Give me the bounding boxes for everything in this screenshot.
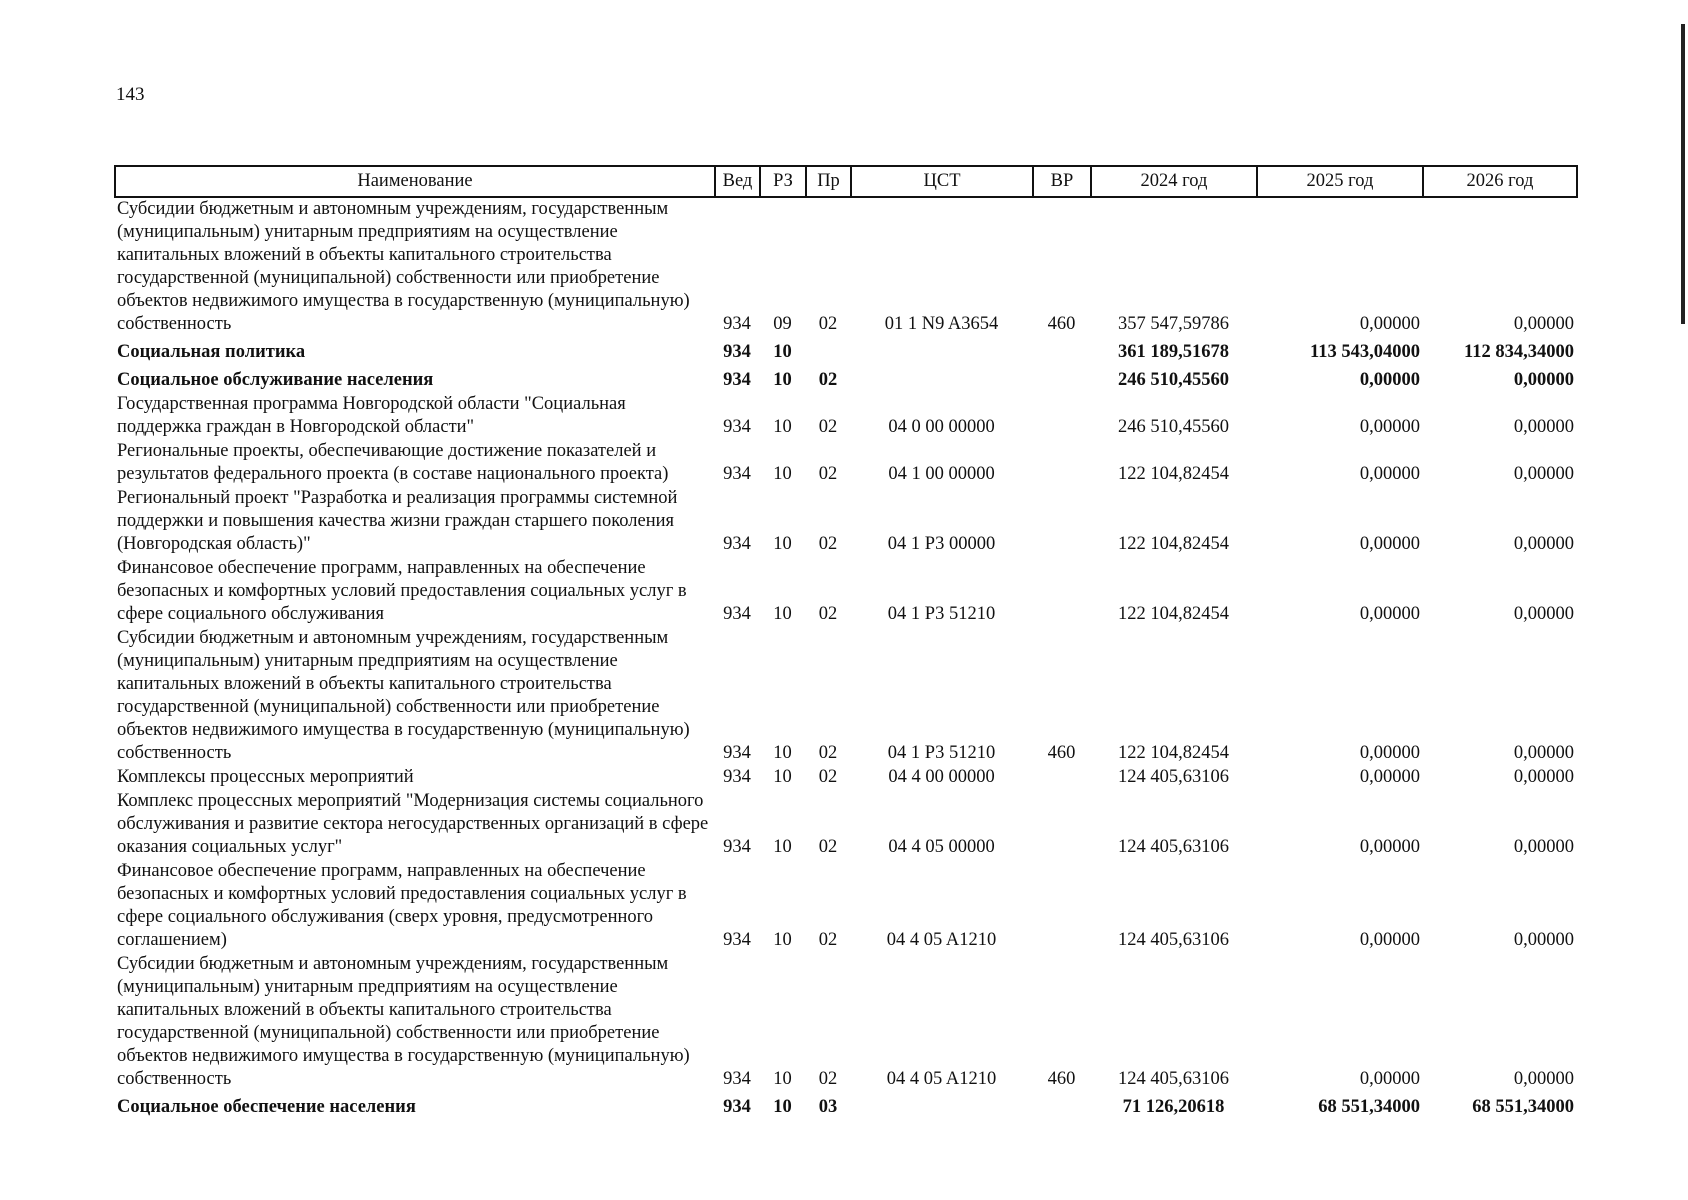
table-row bbox=[115, 790, 1577, 860]
cell-name: Региональный проект "Разработка и реализация программы системной поддержки и повышения качества жизни граждан старшего поколения (Новгородская область)" bbox=[117, 488, 678, 554]
cell-vr bbox=[1033, 766, 1091, 790]
cell-2024: 122 104,82454 bbox=[1118, 604, 1229, 624]
table-row bbox=[115, 766, 1577, 790]
table-row bbox=[115, 487, 1577, 557]
cell-rz: 10 bbox=[773, 767, 792, 787]
cell-2024: 124 405,63106 bbox=[1118, 1069, 1229, 1089]
cell-pr: 02 bbox=[818, 743, 838, 763]
table-row bbox=[115, 557, 1577, 627]
col-header-vr: ВР bbox=[1033, 166, 1091, 197]
cell-2025: 0,00000 bbox=[1359, 767, 1420, 787]
cell-2025: 0,00000 bbox=[1359, 837, 1420, 857]
cell-name: Финансовое обеспечение программ, направленных на обеспечение безопасных и комфортных условий предоставления социальных услуг в сфере социального обслуживания bbox=[117, 558, 687, 624]
cell-2025: 0,00000 bbox=[1359, 370, 1420, 390]
cell-ved: 934 bbox=[723, 767, 751, 787]
table-row bbox=[115, 365, 1577, 393]
cell-vr bbox=[1033, 365, 1091, 393]
cell-cst bbox=[851, 365, 1033, 393]
cell-pr: 02 bbox=[818, 604, 838, 624]
table-body bbox=[115, 197, 1577, 1120]
cell-2026: 0,00000 bbox=[1513, 417, 1574, 437]
cell-2025: 0,00000 bbox=[1359, 1069, 1420, 1089]
cell-name: Региональные проекты, обеспечивающие достижение показателей и результатов федерального проекта (в составе национального проекта) bbox=[117, 441, 669, 484]
table-row bbox=[115, 953, 1577, 1092]
col-header-ved: Вед bbox=[715, 166, 760, 197]
page-number: 143 bbox=[116, 84, 145, 105]
cell-ved: 934 bbox=[723, 464, 751, 484]
cell-name: Субсидии бюджетным и автономным учреждениям, государственным (муниципальным) унитарным предприятиям на осуществление капитальных вложений в объекты капитального строительства государственной (муниципальной) собственности или приобретение объектов недвижимого имущества в государственную (муниципальную) собственность bbox=[117, 628, 690, 763]
cell-pr: 02 bbox=[818, 930, 838, 950]
cell-2025: 0,00000 bbox=[1359, 930, 1420, 950]
cell-vr bbox=[1033, 337, 1091, 365]
cell-cst: 01 1 N9 A3654 bbox=[884, 314, 999, 334]
cell-2025: 0,00000 bbox=[1359, 464, 1420, 484]
table-row bbox=[115, 393, 1577, 440]
cell-2025: 0,00000 bbox=[1359, 417, 1420, 437]
cell-ved: 934 bbox=[723, 1069, 751, 1089]
cell-2026: 0,00000 bbox=[1513, 534, 1574, 554]
table-row bbox=[115, 440, 1577, 487]
cell-2024: 246 510,45560 bbox=[1118, 417, 1229, 437]
cell-cst bbox=[851, 1092, 1033, 1120]
cell-pr: 02 bbox=[818, 370, 838, 390]
col-header-2024: 2024 год bbox=[1091, 166, 1257, 197]
cell-vr bbox=[1033, 487, 1091, 557]
cell-2024: 71 126,20618 bbox=[1122, 1097, 1225, 1117]
cell-2025: 68 551,34000 bbox=[1318, 1097, 1420, 1117]
cell-pr: 02 bbox=[818, 417, 838, 437]
cell-name: Субсидии бюджетным и автономным учреждениям, государственным (муниципальным) унитарным предприятиям на осуществление капитальных вложений в объекты капитального строительства государственной (муниципальной) собственности или приобретение объектов недвижимого имущества в государственную (муниципальную) собственность bbox=[117, 954, 690, 1089]
table-row bbox=[115, 197, 1577, 337]
cell-2024: 122 104,82454 bbox=[1118, 743, 1229, 763]
cell-name: Комплекс процессных мероприятий "Модернизация системы социального обслуживания и развитие сектора негосударственных организаций в сфере оказания социальных услуг" bbox=[117, 791, 709, 857]
cell-rz: 10 bbox=[773, 604, 792, 624]
cell-name: Социальное обеспечение населения bbox=[117, 1097, 416, 1117]
cell-rz: 10 bbox=[773, 930, 792, 950]
cell-2025: 0,00000 bbox=[1359, 604, 1420, 624]
cell-pr: 02 bbox=[818, 534, 838, 554]
col-header-rz: РЗ bbox=[760, 166, 806, 197]
cell-cst: 04 1 P3 51210 bbox=[887, 743, 996, 763]
cell-2025: 0,00000 bbox=[1359, 314, 1420, 334]
cell-pr: 02 bbox=[818, 314, 838, 334]
cell-2026: 0,00000 bbox=[1513, 837, 1574, 857]
cell-2026: 0,00000 bbox=[1513, 464, 1574, 484]
cell-rz: 10 bbox=[773, 464, 792, 484]
cell-cst: 04 0 00 00000 bbox=[888, 417, 995, 437]
cell-2026: 0,00000 bbox=[1513, 930, 1574, 950]
cell-ved: 934 bbox=[723, 743, 751, 763]
cell-rz: 10 bbox=[773, 534, 792, 554]
cell-vr bbox=[1033, 1092, 1091, 1120]
cell-rz: 10 bbox=[773, 370, 792, 390]
cell-2026: 112 834,34000 bbox=[1464, 342, 1574, 362]
cell-cst bbox=[851, 337, 1033, 365]
table-row bbox=[115, 1092, 1577, 1120]
cell-ved: 934 bbox=[723, 534, 751, 554]
cell-name: Комплексы процессных мероприятий bbox=[117, 767, 414, 787]
cell-2024: 246 510,45560 bbox=[1118, 370, 1229, 390]
cell-2024: 361 189,51678 bbox=[1118, 342, 1229, 362]
cell-cst: 04 1 00 00000 bbox=[888, 464, 995, 484]
cell-vr bbox=[1033, 790, 1091, 860]
cell-rz: 10 bbox=[773, 1097, 792, 1117]
table-row bbox=[115, 860, 1577, 953]
cell-ved: 934 bbox=[723, 837, 751, 857]
cell-name: Государственная программа Новгородской области "Социальная поддержка граждан в Новгородской области" bbox=[117, 394, 626, 437]
cell-2026: 0,00000 bbox=[1513, 370, 1574, 390]
cell-2026: 68 551,34000 bbox=[1472, 1097, 1574, 1117]
cell-pr: 03 bbox=[818, 1097, 838, 1117]
cell-cst: 04 4 00 00000 bbox=[888, 767, 995, 787]
cell-vr bbox=[1033, 860, 1091, 953]
cell-2024: 124 405,63106 bbox=[1118, 767, 1229, 787]
col-header-cst: ЦСТ bbox=[851, 166, 1033, 197]
cell-vr: 460 bbox=[1047, 743, 1076, 763]
cell-pr: 02 bbox=[818, 1069, 838, 1089]
cell-rz: 10 bbox=[773, 417, 792, 437]
cell-name: Социальное обслуживание населения bbox=[117, 370, 434, 390]
cell-ved: 934 bbox=[723, 604, 751, 624]
cell-vr: 460 bbox=[1047, 1069, 1076, 1089]
cell-pr: 02 bbox=[818, 464, 838, 484]
col-header-2026: 2026 год bbox=[1423, 166, 1577, 197]
cell-pr: 02 bbox=[818, 767, 838, 787]
cell-2026: 0,00000 bbox=[1513, 604, 1574, 624]
col-header-pr: Пр bbox=[806, 166, 851, 197]
cell-2024: 122 104,82454 bbox=[1118, 464, 1229, 484]
cell-2024: 357 547,59786 bbox=[1118, 314, 1229, 334]
cell-pr: 02 bbox=[818, 837, 838, 857]
cell-name: Социальная политика bbox=[117, 342, 306, 362]
cell-cst: 04 4 05 00000 bbox=[888, 837, 995, 857]
cell-ved: 934 bbox=[723, 1097, 751, 1117]
cell-2026: 0,00000 bbox=[1513, 1069, 1574, 1089]
cell-ved: 934 bbox=[723, 417, 751, 437]
col-header-2025: 2025 год bbox=[1257, 166, 1423, 197]
table-header-row bbox=[115, 166, 1577, 197]
scan-edge-mark bbox=[1681, 24, 1685, 324]
cell-pr bbox=[806, 337, 851, 365]
cell-2025: 0,00000 bbox=[1359, 534, 1420, 554]
cell-2026: 0,00000 bbox=[1513, 743, 1574, 763]
cell-vr bbox=[1033, 393, 1091, 440]
cell-cst: 04 4 05 A1210 bbox=[886, 930, 997, 950]
cell-ved: 934 bbox=[723, 930, 751, 950]
cell-2024: 124 405,63106 bbox=[1118, 930, 1229, 950]
cell-2026: 0,00000 bbox=[1513, 314, 1574, 334]
cell-rz: 09 bbox=[773, 314, 792, 334]
cell-2026: 0,00000 bbox=[1513, 767, 1574, 787]
cell-cst: 04 1 P3 00000 bbox=[887, 534, 996, 554]
cell-cst: 04 1 P3 51210 bbox=[887, 604, 996, 624]
cell-rz: 10 bbox=[773, 342, 792, 362]
cell-ved: 934 bbox=[723, 370, 751, 390]
cell-2025: 113 543,04000 bbox=[1310, 342, 1420, 362]
cell-2025: 0,00000 bbox=[1359, 743, 1420, 763]
cell-2024: 124 405,63106 bbox=[1118, 837, 1229, 857]
cell-rz: 10 bbox=[773, 743, 792, 763]
table-row bbox=[115, 627, 1577, 766]
cell-2024: 122 104,82454 bbox=[1118, 534, 1229, 554]
cell-ved: 934 bbox=[723, 314, 751, 334]
cell-vr bbox=[1033, 557, 1091, 627]
cell-rz: 10 bbox=[773, 1069, 792, 1089]
cell-name: Субсидии бюджетным и автономным учреждениям, государственным (муниципальным) унитарным предприятиям на осуществление капитальных вложений в объекты капитального строительства государственной (муниципальной) собственности или приобретение объектов недвижимого имущества в государственную (муниципальную) собственность bbox=[117, 199, 690, 334]
cell-cst: 04 4 05 A1210 bbox=[886, 1069, 997, 1089]
budget-table bbox=[114, 165, 1578, 1120]
cell-ved: 934 bbox=[723, 342, 751, 362]
cell-rz: 10 bbox=[773, 837, 792, 857]
cell-vr: 460 bbox=[1047, 314, 1076, 334]
table-row bbox=[115, 337, 1577, 365]
col-header-name: Наименование bbox=[115, 166, 715, 197]
cell-name: Финансовое обеспечение программ, направленных на обеспечение безопасных и комфортных условий предоставления социальных услуг в сфере социального обслуживания (сверх уровня, предусмотренного соглашением) bbox=[117, 861, 687, 950]
cell-vr bbox=[1033, 440, 1091, 487]
